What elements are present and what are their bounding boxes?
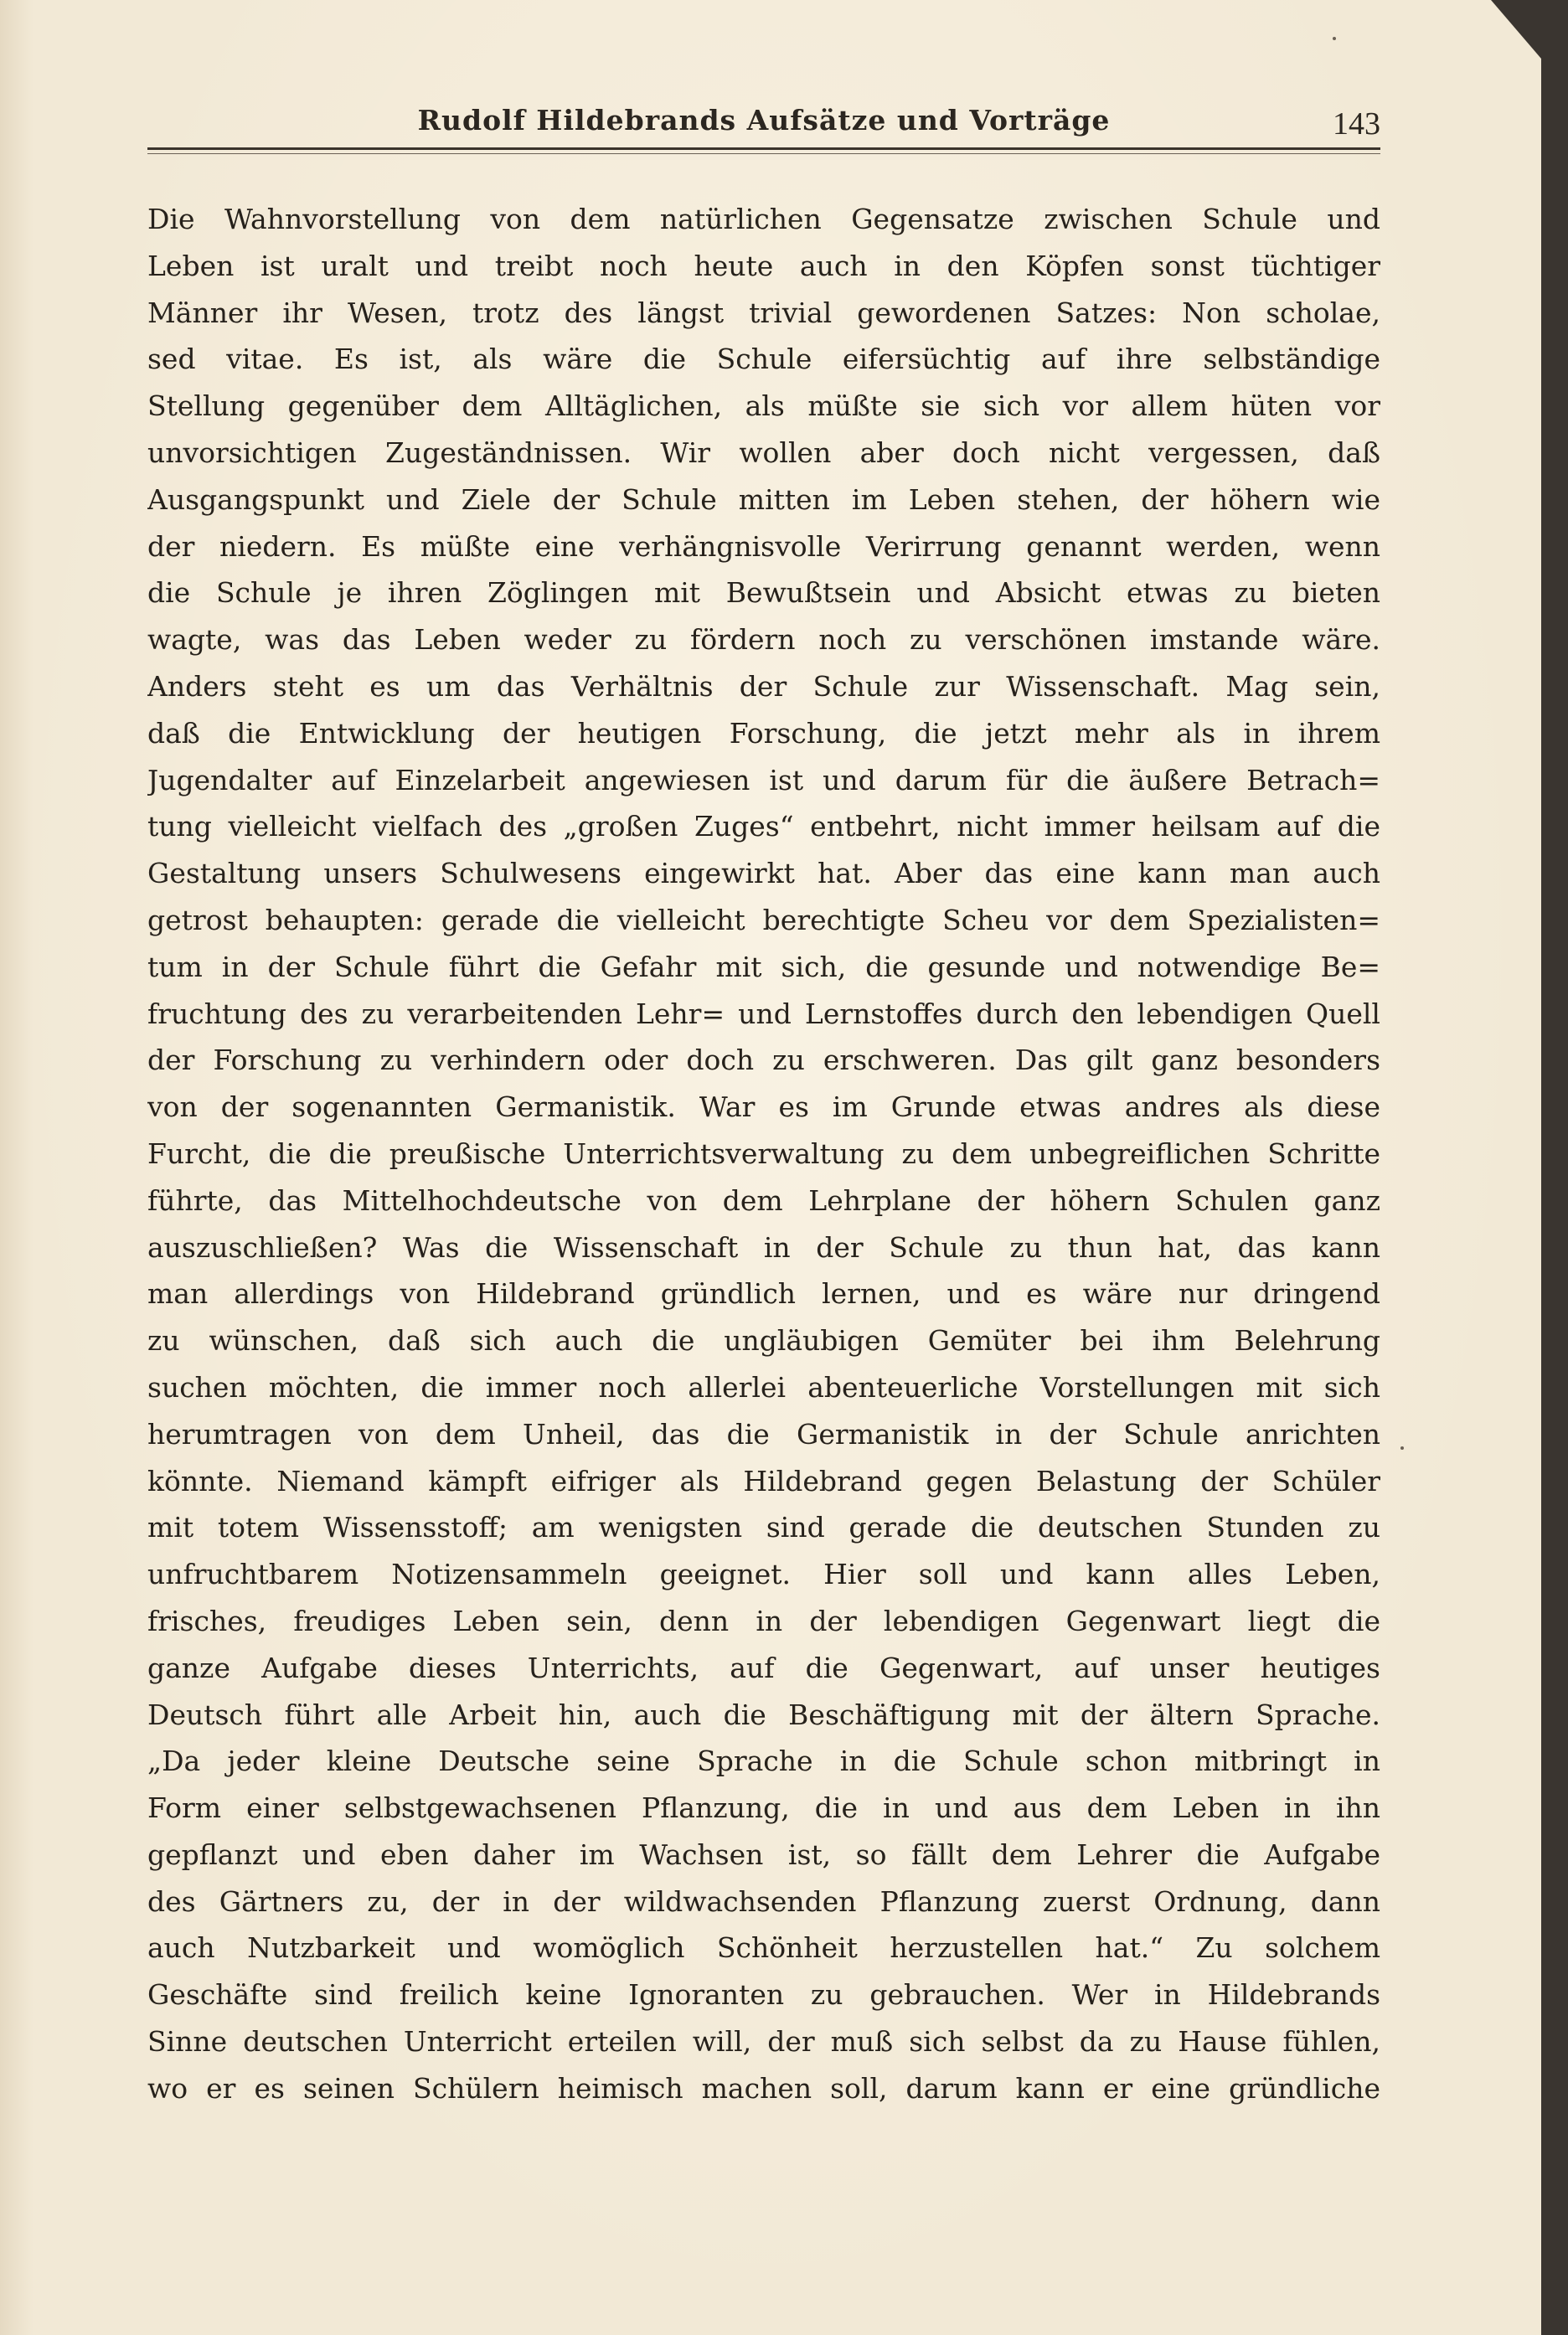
text-line: von der sogenannten Germanistik. War es im Grunde etwas andres als diese	[147, 1090, 1380, 1124]
header-rule	[147, 147, 1380, 150]
text-line: fruchtung des zu verarbeitenden Lehr= und Lernstoffes durch den lebendigen Quell	[147, 997, 1380, 1030]
header-rule-thin	[147, 153, 1380, 154]
text-line: daß die Entwicklung der heutigen Forschung, die jetzt mehr als in ihrem	[147, 716, 1380, 750]
running-title: Rudolf Hildebrands Aufsätze und Vorträge	[417, 104, 1111, 137]
page-corner-fold	[1491, 0, 1541, 59]
text-line: Leben ist uralt und treibt noch heute auch in den Köpfen sonst tüchtiger	[147, 249, 1380, 282]
text-line: auszuschließen? Was die Wissenschaft in der Schule zu thun hat, das kann	[147, 1230, 1380, 1264]
text-line: man allerdings von Hildebrand gründlich lernen, und es wäre nur dringend	[147, 1277, 1380, 1311]
text-line: Die Wahnvorstellung von dem natürlichen Gegensatze zwischen Schule und	[147, 203, 1380, 235]
text-line: Sinne deutschen Unterricht erteilen will, der muß sich selbst da zu Hause fühlen,	[147, 2025, 1380, 2059]
text-line: getrost behaupten: gerade die vielleicht berechtigte Scheu vor dem Spezialisten=	[147, 903, 1380, 936]
text-line: Männer ihr Wesen, trotz des längst trivial gewordenen Satzes: Non scholae,	[147, 296, 1380, 329]
text-line: Anders steht es um das Verhältnis der Schule zur Wissenschaft. Mag sein,	[147, 669, 1380, 703]
text-line: ganze Aufgabe dieses Unterrichts, auf die Gegenwart, auf unser heutiges	[147, 1651, 1380, 1684]
text-line: wagte, was das Leben weder zu fördern noch zu verschönen imstande wäre.	[147, 623, 1380, 657]
text-line: Gestaltung unsers Schulwesens eingewirkt hat. Aber das eine kann man auch	[147, 857, 1380, 890]
text-line: der Forschung zu verhindern oder doch zu erschweren. Das gilt ganz besonders	[147, 1044, 1380, 1077]
text-line: zu wünschen, daß sich auch die ungläubigen Gemüter bei ihm Belehrung	[147, 1324, 1380, 1358]
text-line: suchen möchten, die immer noch allerlei abenteuerliche Vorstellungen mit sich	[147, 1370, 1380, 1404]
body-text	[147, 196, 1380, 2131]
text-line: des Gärtners zu, der in der wildwachsenden Pflanzung zuerst Ordnung, dann	[147, 1884, 1380, 1918]
text-line: gepflanzt und eben daher im Wachsen ist, so fällt dem Lehrer die Aufgabe	[147, 1838, 1380, 1871]
text-line: Form einer selbstgewachsenen Pflanzung, die in und aus dem Leben in ihn	[147, 1791, 1380, 1825]
page-number: 143	[1333, 106, 1380, 142]
text-line: unvorsichtigen Zugeständnissen. Wir wollen aber doch nicht vergessen, daß	[147, 436, 1380, 469]
text-line: Geschäfte sind freilich keine Ignoranten zu gebrauchen. Wer in Hildebrands	[147, 1978, 1380, 2012]
text-line: auch Nutzbarkeit und womöglich Schönheit herzustellen hat.“ Zu solchem	[147, 1931, 1380, 1965]
text-line: Jugendalter auf Einzelarbeit angewiesen ist und darum für die äußere Betrach=	[147, 763, 1380, 796]
text-line: Furcht, die die preußische Unterrichtsverwaltung zu dem unbegreiflichen Schritte	[147, 1137, 1380, 1170]
text-line: könnte. Niemand kämpft eifriger als Hildebrand gegen Belastung der Schüler	[147, 1464, 1380, 1497]
text-line: „Da jeder kleine Deutsche seine Sprache in die Schule schon mitbringt in	[147, 1745, 1380, 1778]
text-line: frisches, freudiges Leben sein, denn in der lebendigen Gegenwart liegt die	[147, 1604, 1380, 1637]
text-line: Stellung gegenüber dem Alltäglichen, als müßte sie sich vor allem hüten vor	[147, 389, 1380, 423]
text-line: Ausgangspunkt und Ziele der Schule mitten im Leben stehen, der höhern wie	[147, 482, 1380, 516]
page-header	[147, 99, 1380, 149]
paper-speck	[1333, 37, 1336, 40]
paper-speck	[1400, 1446, 1404, 1450]
text-line: tum in der Schule führt die Gefahr mit sich, die gesunde und notwendige Be=	[147, 950, 1380, 983]
text-line: der niedern. Es müßte eine verhängnisvolle Verirrung genannt werden, wenn	[147, 529, 1380, 563]
text-line: mit totem Wissensstoff; am wenigsten sind gerade die deutschen Stunden zu	[147, 1511, 1380, 1544]
text-line: führte, das Mittelhochdeutsche von dem Lehrplane der höhern Schulen ganz	[147, 1183, 1380, 1217]
text-line: unfruchtbarem Notizensammeln geeignet. Hier soll und kann alles Leben,	[147, 1558, 1380, 1591]
text-line: die Schule je ihren Zöglingen mit Bewußtsein und Absicht etwas zu bieten	[147, 576, 1380, 610]
text-line: herumtragen von dem Unheil, das die Germanistik in der Schule anrichten	[147, 1417, 1380, 1451]
text-line: sed vitae. Es ist, als wäre die Schule eifersüchtig auf ihre selbständige	[147, 343, 1380, 376]
text-line: Deutsch führt alle Arbeit hin, auch die Beschäftigung mit der ältern Sprache.	[147, 1698, 1380, 1731]
text-line: tung vielleicht vielfach des „großen Zuges“ entbehrt, nicht immer heilsam auf die	[147, 810, 1380, 843]
text-line: wo er es seinen Schülern heimisch machen soll, darum kann er eine gründliche	[147, 2071, 1380, 2105]
